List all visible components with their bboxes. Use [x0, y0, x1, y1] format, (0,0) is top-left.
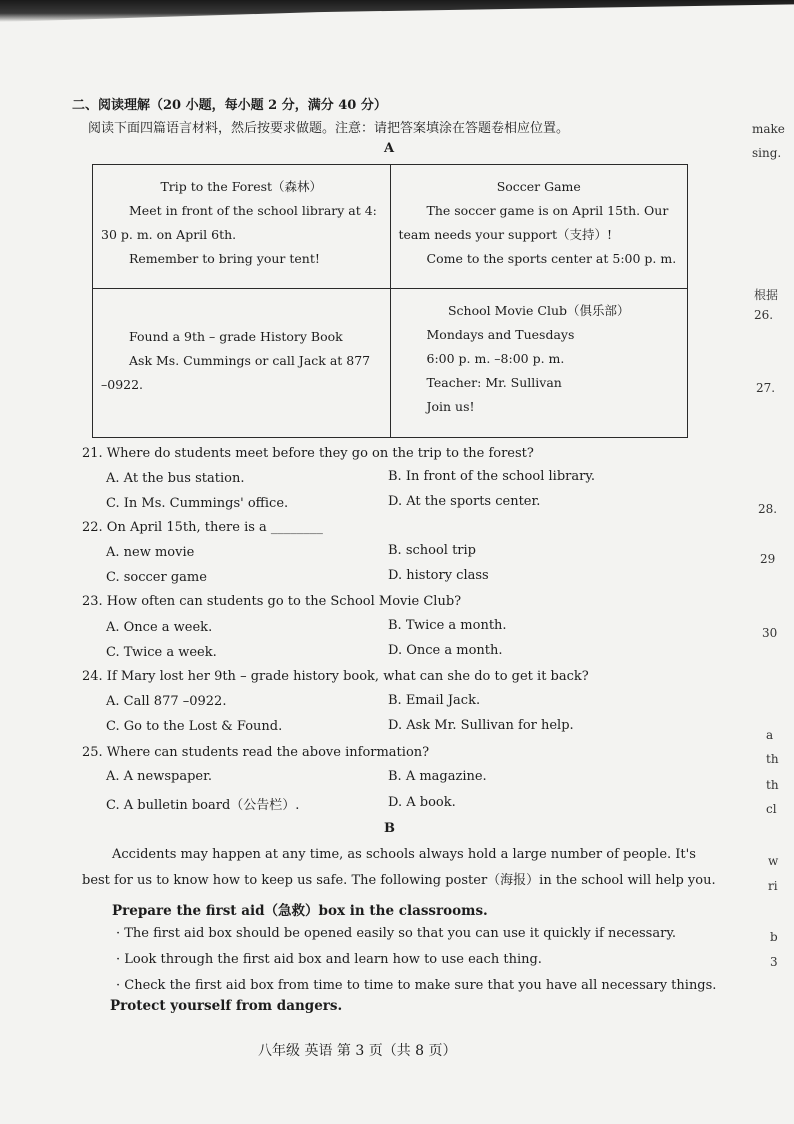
notice-soccer-line2: team needs your support（支持）! — [398, 227, 613, 242]
margin-text-4: 26. — [754, 308, 774, 322]
notice-soccer-line1: The soccer game is on April 15th. Our — [426, 203, 669, 218]
margin-text-11: th — [766, 778, 779, 792]
question-24: 24. If Mary lost her 9th – grade history book, what can she do to get it back? — [82, 669, 589, 684]
margin-text-10: th — [766, 752, 779, 766]
q24-option-a: A. Call 877 –0922. — [106, 694, 227, 709]
margin-text-12: cl — [766, 802, 777, 816]
margin-text-5: 27. — [756, 381, 776, 395]
passage-b-heading-protect: Protect yourself from dangers. — [110, 998, 343, 1014]
notice-trip-line3: Remember to bring your tent! — [129, 251, 320, 266]
q25-option-c: C. A bulletin board（公告栏）. — [106, 798, 300, 813]
notice-trip-title: Trip to the Forest（森林） — [160, 179, 323, 194]
q21-option-d: D. At the sports center. — [388, 494, 541, 509]
passage-b-bullet-1: · The first aid box should be opened easily so that you can use it quickly if necessary. — [116, 926, 677, 941]
notice-movie-line2: 6:00 p. m. –8:00 p. m. — [426, 351, 565, 366]
section-title: 二、阅读理解（20 小题，每小题 2 分，满分 40 分） — [72, 98, 387, 113]
q25-option-a: A. A newspaper. — [106, 769, 213, 784]
passage-b-label: B — [384, 821, 395, 836]
margin-text-9: a — [766, 728, 774, 742]
passage-b-intro: Accidents may happen at any time, as schools always hold a large number of people. It's best for us to know how to keep us safe. The following poster（海报）in the school will help you. — [82, 847, 716, 888]
notice-movie-title: School Movie Club（俱乐部） — [447, 303, 630, 318]
margin-text-16: 3 — [770, 955, 778, 969]
notice-movie-line1: Mondays and Tuesdays — [426, 327, 575, 342]
q22-option-c: C. soccer game — [106, 570, 207, 585]
notice-movie-line4: Join us! — [426, 399, 475, 414]
question-22: 22. On April 15th, there is a ________ — [82, 520, 323, 535]
notice-soccer-line3: Come to the sports center at 5:00 p. m. — [426, 251, 677, 266]
notice-trip-line1: Meet in front of the school library at 4: — [129, 203, 377, 218]
margin-text-8: 30 — [762, 626, 778, 640]
notice-found-line2: Ask Ms. Cummings or call Jack at 877 — [129, 353, 371, 368]
q25-option-d: D. A book. — [388, 795, 456, 810]
q23-option-a: A. Once a week. — [106, 620, 213, 635]
passage-b-heading-first-aid: Prepare the first aid（急救）box in the classrooms. — [112, 903, 488, 919]
notice-soccer — [390, 165, 688, 289]
q24-option-c: C. Go to the Lost & Found. — [106, 719, 283, 734]
page-edge-shadow — [0, 0, 794, 22]
notice-found-line1: Found a 9th – grade History Book — [129, 329, 343, 344]
passage-b-bullet-3: · Check the first aid box from time to time to make sure that you have all necessary things. — [116, 978, 717, 993]
notice-movie — [390, 289, 688, 438]
question-25: 25. Where can students read the above information? — [82, 745, 430, 760]
section-instruction: 阅读下面四篇语言材料，然后按要求做题。注意：请把答案填涂在答题卷相应位置。 — [88, 121, 570, 136]
q21-option-b: B. In front of the school library. — [388, 469, 596, 484]
q21-option-c: C. In Ms. Cummings' office. — [106, 496, 289, 511]
q21-option-a: A. At the bus station. — [106, 471, 245, 486]
notice-found-line3: –0922. — [101, 377, 144, 392]
margin-text-14: ri — [768, 879, 778, 893]
page-footer: 八年级 英语 第 3 页（共 8 页） — [258, 1043, 457, 1059]
notice-trip — [93, 165, 391, 289]
margin-text-6: 28. — [758, 502, 778, 516]
q24-option-b: B. Email Jack. — [388, 693, 481, 708]
passage-a-label: A — [384, 141, 395, 156]
q22-option-d: D. history class — [388, 568, 489, 583]
notice-soccer-title: Soccer Game — [496, 179, 581, 194]
margin-text-1: make — [752, 122, 785, 136]
question-21: 21. Where do students meet before they go on the trip to the forest? — [82, 446, 534, 461]
q24-option-d: D. Ask Mr. Sullivan for help. — [388, 718, 574, 733]
q22-option-a: A. new movie — [106, 545, 195, 560]
notice-movie-line3: Teacher: Mr. Sullivan — [426, 375, 562, 390]
q23-option-b: B. Twice a month. — [388, 618, 507, 633]
margin-text-13: w — [768, 854, 779, 868]
q23-option-d: D. Once a month. — [388, 643, 503, 658]
margin-text-7: 29 — [760, 552, 776, 566]
margin-text-15: b — [770, 930, 778, 944]
notice-found — [93, 289, 391, 438]
margin-text-3: 根据 — [754, 288, 779, 302]
question-23: 23. How often can students go to the School Movie Club? — [82, 594, 462, 609]
q22-option-b: B. school trip — [388, 543, 477, 558]
margin-text-2: sing. — [752, 146, 782, 160]
q23-option-c: C. Twice a week. — [106, 645, 217, 660]
notice-board-table — [92, 164, 688, 438]
notice-trip-line2: 30 p. m. on April 6th. — [101, 227, 237, 242]
q25-option-b: B. A magazine. — [388, 769, 487, 784]
passage-b-bullet-2: · Look through the first aid box and learn how to use each thing. — [116, 952, 542, 967]
